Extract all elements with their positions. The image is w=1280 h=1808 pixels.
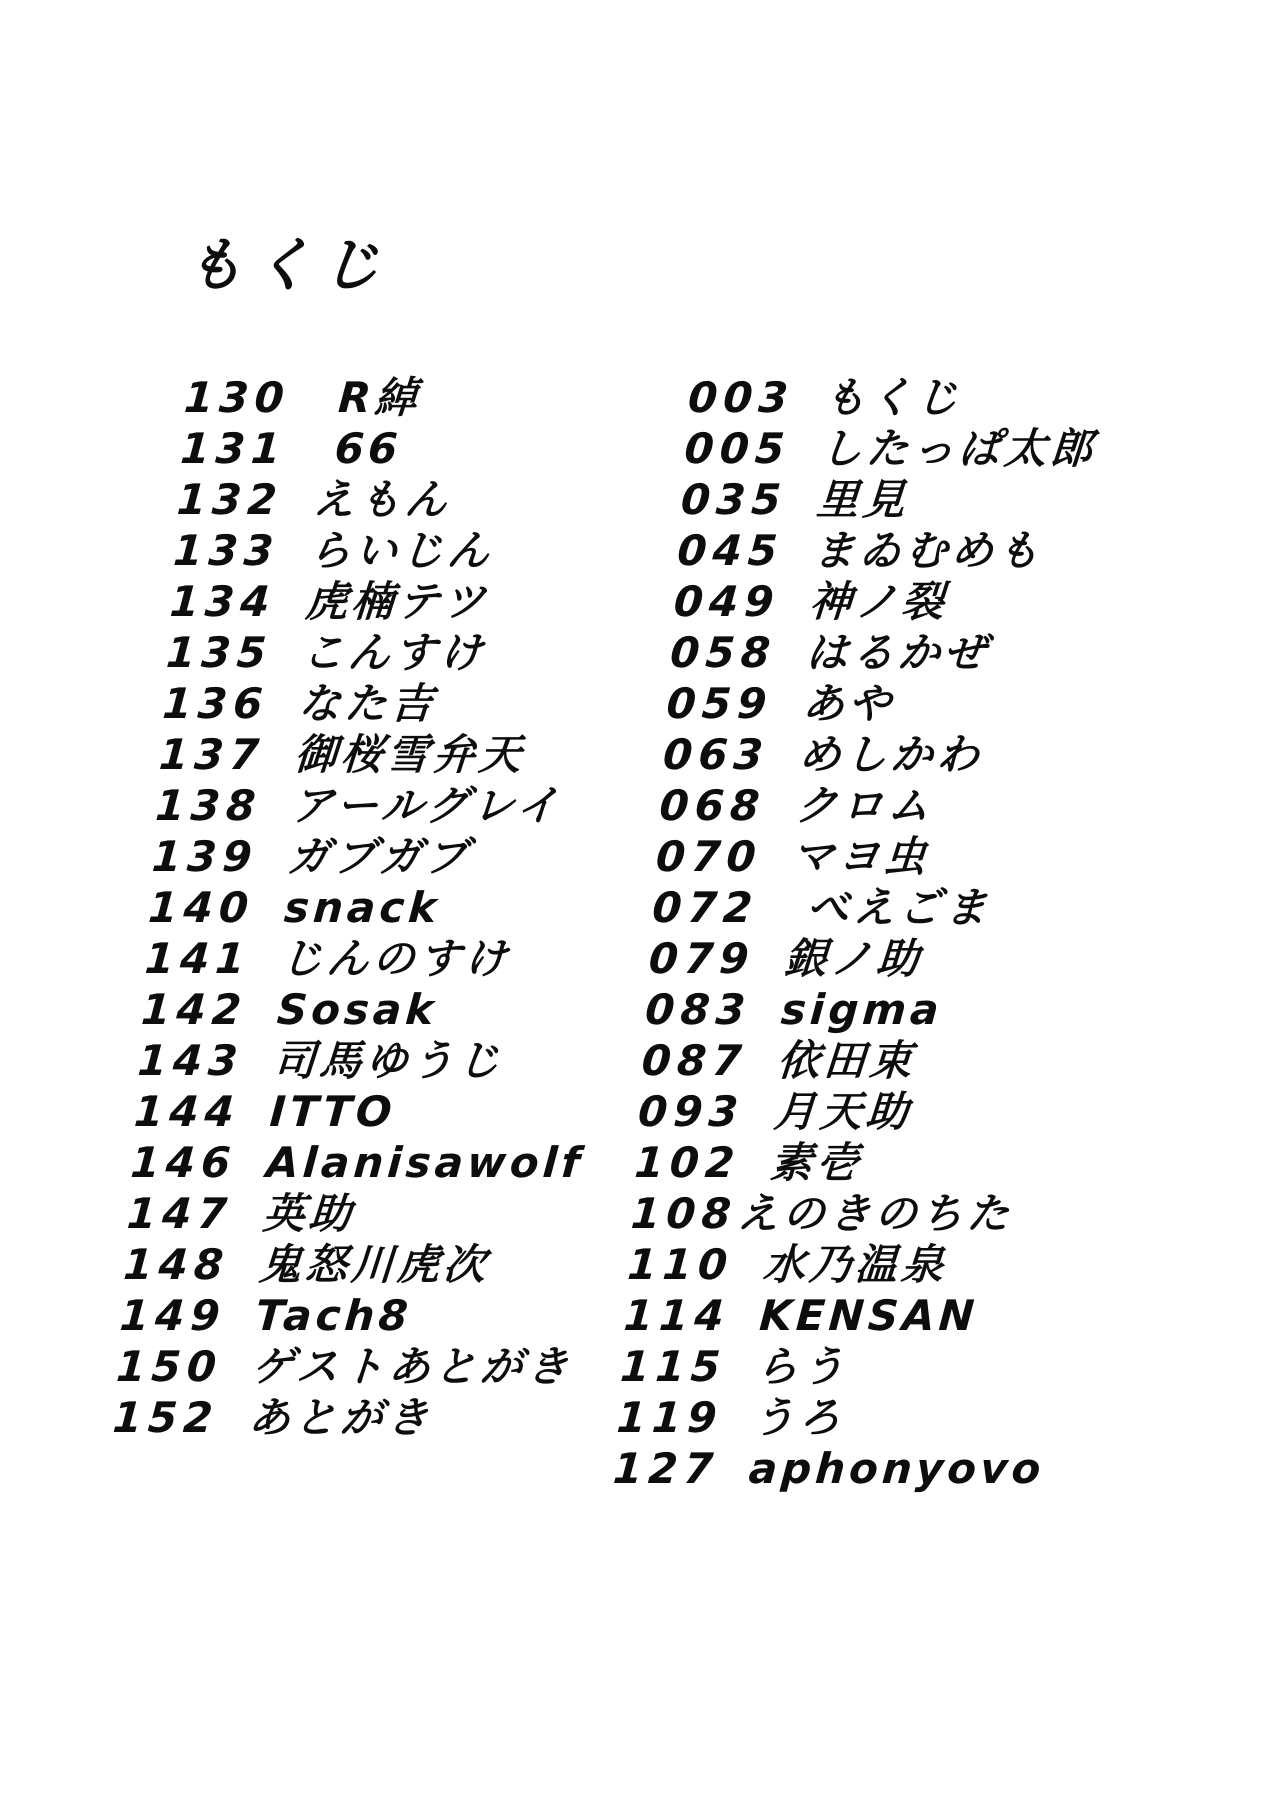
toc-entry-name: らいじん (307, 526, 495, 575)
toc-entry (654, 831, 1089, 882)
toc-entry-page-number: 115 (618, 1342, 728, 1391)
toc-entry (626, 1239, 1061, 1290)
toc-entry (157, 729, 617, 780)
toc-entry-page-number: 134 (168, 577, 278, 626)
toc-entry-name: クロム (793, 781, 936, 830)
toc-entry-name: R綽 (318, 373, 423, 422)
toc-entry (168, 576, 628, 627)
toc-entry-page-number: 093 (636, 1087, 746, 1136)
toc-entry-name: らう (754, 1342, 850, 1391)
toc-right-column (612, 372, 1122, 1494)
toc-entry-page-number: 059 (665, 679, 775, 728)
page-title: もくじ (183, 231, 392, 299)
toc-entry (676, 525, 1111, 576)
toc-entry-page-number: 144 (132, 1087, 242, 1136)
toc-entry (125, 1188, 585, 1239)
toc-entry (122, 1239, 582, 1290)
toc-entry-name: えのきのちた (735, 1189, 1015, 1238)
toc-entry-name: 銀ノ助 (782, 934, 925, 983)
toc-entry-name: Tach8 (253, 1291, 414, 1340)
toc-entry (644, 984, 1079, 1035)
toc-entry-name: 御桜雪弁天 (293, 730, 527, 779)
toc-entry-page-number: 147 (125, 1189, 235, 1238)
toc-entry-name: こんすけ (300, 628, 488, 677)
toc-entry (182, 372, 642, 423)
toc-entry-name: あとがき (246, 1393, 435, 1442)
toc-entry (172, 525, 632, 576)
toc-entry-page-number: 058 (668, 628, 778, 677)
toc-entry (161, 678, 621, 729)
toc-entry-page-number: 133 (171, 526, 281, 575)
toc-entry-page-number: 079 (647, 934, 757, 983)
toc-entry-page-number: 108 (629, 1189, 739, 1238)
toc-entry-page-number: 139 (150, 832, 260, 881)
toc-entry (136, 1035, 596, 1086)
toc-entry (115, 1341, 575, 1392)
toc-entry-page-number: 102 (633, 1138, 743, 1187)
toc-entry-page-number: 130 (182, 373, 292, 422)
toc-entry-name: えもん (311, 475, 453, 524)
toc-entry-page-number: 146 (129, 1138, 239, 1187)
toc-entry-name: Alanisawolf (264, 1138, 586, 1187)
toc-entry-name: 鬼怒川虎次 (257, 1240, 491, 1289)
toc-entry (665, 678, 1100, 729)
toc-entry (686, 372, 1121, 423)
toc-entry-page-number: 137 (157, 730, 267, 779)
toc-entry-name: マヨ虫 (790, 832, 932, 881)
toc-entry-name: 66 (314, 424, 404, 473)
toc-entry-page-number: 068 (657, 781, 768, 830)
toc-entry (111, 1392, 571, 1443)
toc-entry-page-number: 083 (643, 985, 753, 1034)
toc-entry (658, 780, 1093, 831)
toc-entry (154, 780, 614, 831)
toc-entry-name: 素壱 (768, 1138, 865, 1187)
toc-entry-name: 水乃温泉 (761, 1240, 949, 1289)
toc-entry-page-number: 114 (622, 1291, 732, 1340)
toc-entry (679, 474, 1114, 525)
toc-entry (622, 1290, 1057, 1341)
toc-entry-page-number: 063 (661, 730, 771, 779)
toc-entry-page-number: 035 (679, 475, 789, 524)
toc-entry (651, 882, 1086, 933)
toc-entry-name: べえごま (786, 883, 993, 932)
toc-entry-name: ゲストあとがき (250, 1342, 575, 1391)
toc-entry-name: 里見 (815, 475, 911, 524)
toc-entry-page-number: 132 (175, 475, 285, 524)
toc-entry-name: めしかわ (797, 730, 985, 779)
toc-entry (637, 1086, 1072, 1137)
toc-entry-page-number: 072 (650, 883, 760, 932)
toc-entry (640, 1035, 1075, 1086)
toc-entry-page-number: 152 (111, 1393, 221, 1442)
toc-entry-name: 虎楠テツ (303, 577, 491, 626)
toc-entry-page-number: 005 (682, 424, 793, 473)
toc-entry-page-number: 119 (615, 1393, 725, 1442)
toc-entry (661, 729, 1096, 780)
toc-entry (615, 1392, 1050, 1443)
toc-entry-name: アールグレイ (289, 781, 565, 830)
toc-entry-name: なた吉 (296, 679, 439, 728)
toc-entry-name: まゐむめも (811, 526, 1045, 575)
toc-entry (140, 984, 600, 1035)
toc-entry (175, 474, 635, 525)
toc-entry (669, 627, 1104, 678)
toc-entry-name: 英助 (261, 1189, 357, 1238)
toc-entry-page-number: 138 (153, 781, 264, 830)
toc-entry (129, 1137, 589, 1188)
toc-entry-page-number: 150 (114, 1342, 224, 1391)
toc-entry-name: はるかぜ (804, 628, 992, 677)
toc-entry (165, 627, 625, 678)
toc-entry-page-number: 110 (625, 1240, 735, 1289)
toc-entry-name: sigma (779, 985, 945, 1034)
toc-entry-name: もくじ (822, 373, 964, 422)
toc-entry-page-number: 143 (136, 1036, 246, 1085)
toc-entry-name: snack (282, 883, 443, 932)
toc-entry-page-number: 045 (675, 526, 785, 575)
toc-entry-name: ガブガブ (286, 832, 474, 881)
toc-entry-name: うろ (750, 1393, 847, 1442)
toc-entry (683, 423, 1118, 474)
toc-left-column (111, 372, 642, 1443)
toc-entry-name: 神ノ裂 (807, 577, 950, 626)
toc-entry-page-number: 003 (686, 373, 796, 422)
toc-entry-name: じんのすけ (278, 934, 513, 983)
toc-entry (633, 1137, 1068, 1188)
toc-entry-page-number: 135 (164, 628, 274, 677)
toc-entry-name: KENSAN (757, 1291, 980, 1340)
toc-entry-page-number: 127 (611, 1444, 721, 1493)
toc-entry-page-number: 049 (672, 577, 782, 626)
toc-entry (619, 1341, 1054, 1392)
toc-entry (143, 933, 603, 984)
toc-entry-page-number: 087 (640, 1036, 750, 1085)
toc-entry-name: 依田束 (775, 1036, 918, 1085)
toc-entry (133, 1086, 593, 1137)
toc-entry (647, 933, 1082, 984)
toc-entry-page-number: 141 (143, 934, 253, 983)
toc-entry-page-number: 149 (118, 1291, 228, 1340)
toc-entry (150, 831, 610, 882)
toc-entry (147, 882, 607, 933)
toc-entry (672, 576, 1107, 627)
toc-entry-page-number: 131 (178, 424, 289, 473)
toc-entry-name: したっぱ太郎 (818, 424, 1099, 473)
toc-entry-page-number: 148 (121, 1240, 231, 1289)
toc-entry-name: 月天助 (772, 1087, 914, 1136)
toc-entry (629, 1188, 1064, 1239)
toc-entry-name: ITTO (268, 1087, 398, 1136)
toc-entry-name: aphonyovo (747, 1444, 1047, 1493)
toc-entry-name: あや (800, 679, 897, 728)
toc-entry (118, 1290, 578, 1341)
toc-entry-page-number: 142 (139, 985, 249, 1034)
toc-entry-name: 司馬ゆうじ (271, 1036, 506, 1085)
toc-entry-page-number: 136 (161, 679, 271, 728)
toc-entry-page-number: 070 (654, 832, 764, 881)
toc-entry (612, 1443, 1047, 1494)
toc-entry-name: Sosak (275, 985, 440, 1034)
toc-entry (179, 423, 639, 474)
toc-entry-page-number: 140 (146, 883, 256, 932)
